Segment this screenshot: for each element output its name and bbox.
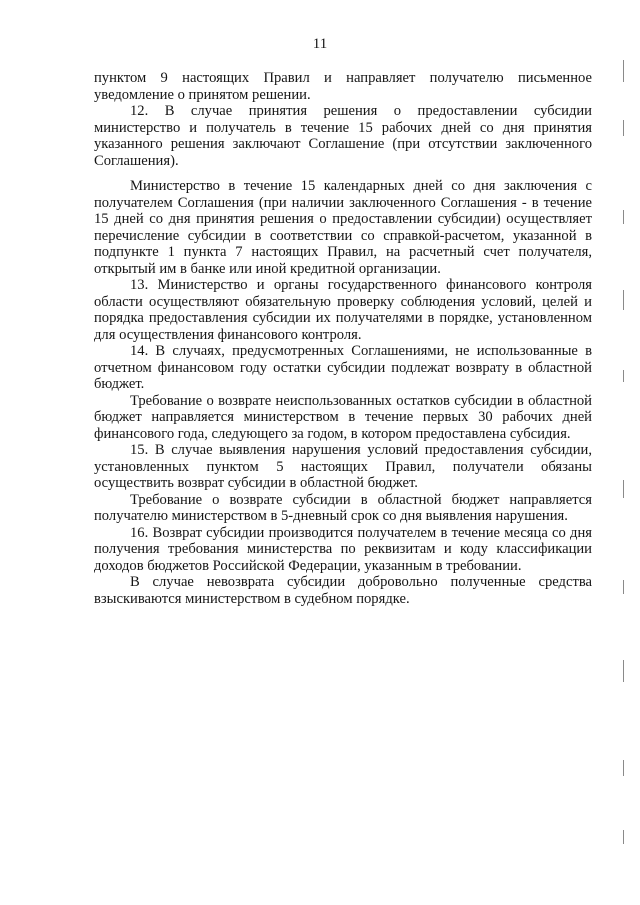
page-number: 11 xyxy=(312,36,328,52)
paragraph-16: 16. Возврат субсидии производится получателем в течение месяца со дня получения требования министерства по реквизитам и коду классификации доходов бюджетов Российской Федерации, указанным в требовании. xyxy=(94,524,592,574)
scan-mark xyxy=(623,370,624,382)
scan-mark xyxy=(623,210,624,224)
paragraph-15: 15. В случае выявления нарушения условий предоставления субсидии, установленных пунктом 5 настоящих Правил, получатели обязаны осуществить возврат субсидии в областной бюджет. xyxy=(94,442,592,491)
scan-mark xyxy=(623,580,624,594)
document-body xyxy=(94,70,592,607)
paragraph-continuation: пунктом 9 настоящих Правил и направляет получателю письменное уведомление о принятом решении. xyxy=(94,70,592,103)
paragraph-13: 13. Министерство и органы государственного финансового контроля области осуществляют обязательную проверку соблюдения условий, целей и порядка предоставления субсидии их получателями в порядке, установленном для осуществления финансового контроля. xyxy=(94,277,592,343)
scan-mark xyxy=(623,60,624,82)
scan-mark xyxy=(623,660,624,682)
paragraph-transfer: Министерство в течение 15 календарных дней со дня заключения с получателем Соглашения (при наличии заключенного Соглашения - в течение 15 дней со дня принятия решения о предоставлении субсидии) осуществляет перечисление субсидии в соответствии со справкой-расчетом, указанной в подпункте 1 пункта 7 настоящих Правил, на расчетный счет получателя, открытый им в банке или иной кредитной организации. xyxy=(94,178,592,277)
scan-mark xyxy=(623,760,624,776)
paragraph-14: 14. В случаях, предусмотренных Соглашениями, не использованные в отчетном финансовом году остатки субсидии подлежат возврату в областной бюджет. xyxy=(94,343,592,392)
scan-mark xyxy=(623,830,624,844)
paragraph-12: 12. В случае принятия решения о предоставлении субсидии министерство и получатель в течение 15 рабочих дней со дня принятия указанного решения заключают Соглашение (при отсутствии заключенного Соглашения). xyxy=(94,103,592,169)
scan-mark xyxy=(623,480,624,498)
scan-edge-marks xyxy=(623,60,626,860)
paragraph-return-requirement: Требование о возврате неиспользованных остатков субсидии в областной бюджет направляется министерством в течение первых 30 рабочих дней финансового года, следующего за годом, в котором предоставлена субсидия. xyxy=(94,392,592,442)
scan-mark xyxy=(623,290,624,310)
paragraph-violation-requirement: Требование о возврате субсидии в областной бюджет направляется получателю министерством в 5-дневный срок со дня выявления нарушения. xyxy=(94,491,592,524)
scan-mark xyxy=(623,120,624,136)
paragraph-non-return: В случае невозврата субсидии добровольно полученные средства взыскиваются министерством в судебном порядке. xyxy=(94,574,592,607)
